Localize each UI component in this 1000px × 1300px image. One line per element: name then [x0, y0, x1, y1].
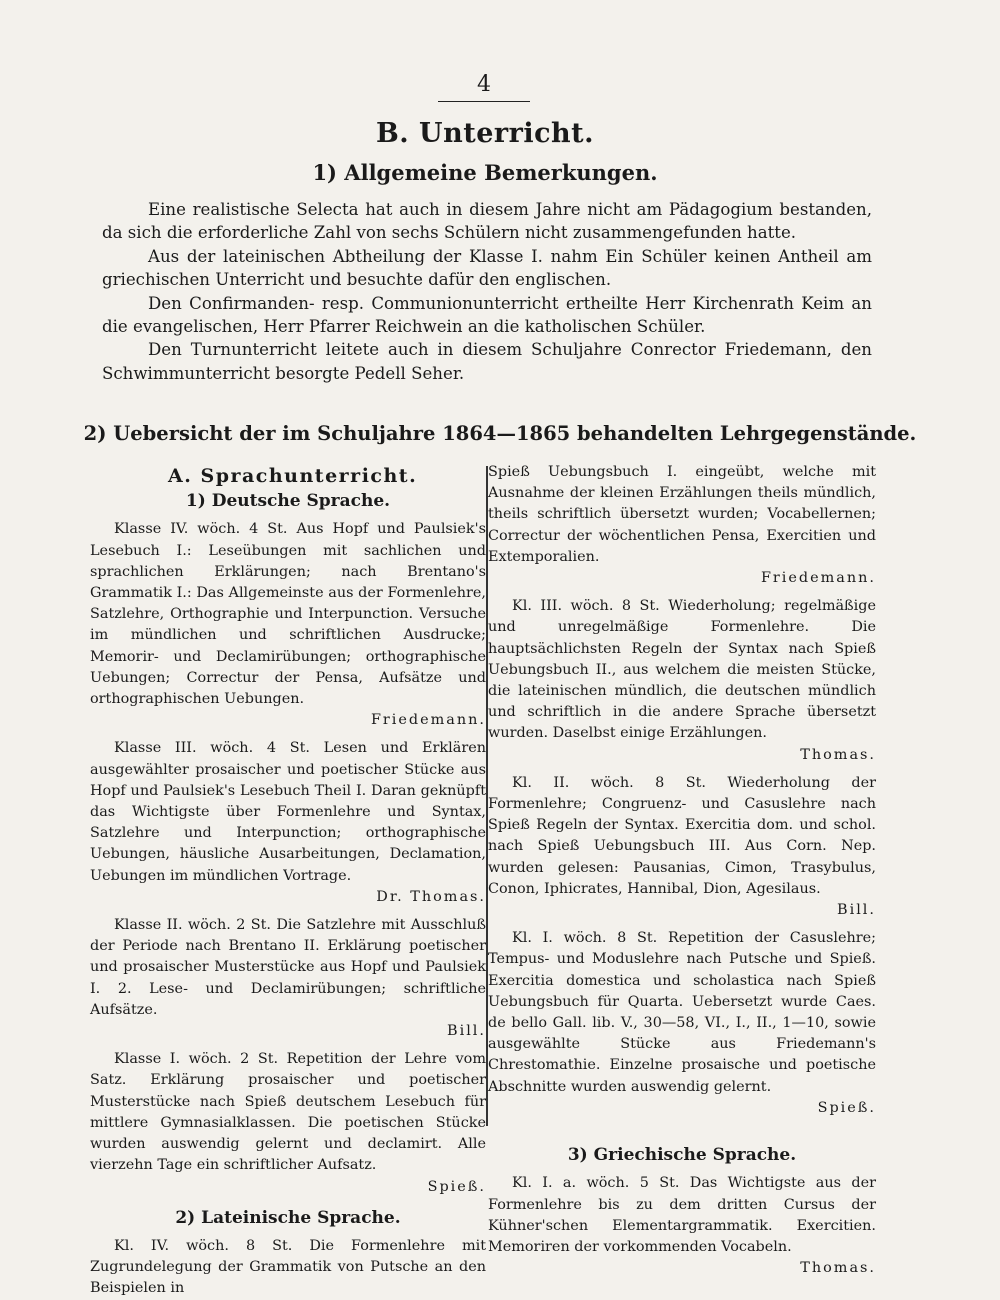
teacher-signature: Thomas.: [800, 1260, 876, 1277]
intro-paragraph: Aus der lateinischen Abtheilung der Klasse I. nahm Ein Schüler keinen Antheil am griechischen Unterricht und besuchte dafür den englischen.: [102, 246, 872, 290]
paragraph-german-class-2: Klasse II. wöch. 2 St. Die Satzlehre mit Ausschluß der Periode nach Brentano II. Erklärung poetischer und prosaischer Musterstücke aus Hopf und Paulsiek I. 2. Lese- und Declamirübungen; schriftliche Aufsätze.: [90, 917, 486, 1018]
right-column: [488, 462, 876, 1279]
paragraph-german-class-4: Klasse IV. wöch. 4 St. Aus Hopf und Paulsiek's Lesebuch I.: Leseübungen mit sachlichen und sprachlichen Erklärungen; nach Brentano's Grammatik I.: Das Allgemeinste aus der Formenlehre, Satzlehre, Orthographie und Interpunction. Versuche im mündlichen und schriftlichen Ausdrucke; Memorir- und Declamirübungen; orthographische Uebungen; Correctur der Pensa, Aufsätze und orthographischen Uebungen.: [90, 521, 486, 708]
paragraph-latin-class-4-continued: Spieß Uebungsbuch I. eingeübt, welche mit Ausnahme der kleinen Erzählungen theils mündlich, theils schriftlich übersetzt wurden; Vocabellernen; Correctur der wöchentlichen Pensa, Exercitien und Extemporalien.: [488, 464, 876, 565]
paragraph-german-class-3: Klasse III. wöch. 4 St. Lesen und Erklären ausgewählter prosaischer und poetischer Stücke aus Hopf und Paulsiek's Lesebuch Theil I. Daran geknüpft das Wichtigste über Formenlehre und Syntax, Satzlehre und Interpunction; orthographische Uebungen, häusliche Ausarbeitungen, Declamation, Uebungen im mündlichen Vortrage.: [90, 740, 486, 884]
teacher-signature: Friedemann.: [370, 712, 486, 729]
paragraph-latin-class-2: Kl. II. wöch. 8 St. Wiederholung der Formenlehre; Congruenz- und Casuslehre nach Spieß Regeln der Syntax. Exercitia dom. und schol. nach Spieß Uebungsbuch III. Aus Corn. Nep. wurden gelesen: Pausanias, Cimon, Trasybulus, Conon, Iphicrates, Hannibal, Dion, Agesilaus.: [488, 774, 876, 897]
teacher-signature: Spieß.: [817, 1099, 876, 1116]
teacher-signature: Spieß.: [427, 1178, 486, 1195]
paragraph-latin-class-4: Kl. IV. wöch. 8 St. Die Formenlehre mit Zugrundelegung der Grammatik von Putsche an den Beispielen in: [90, 1237, 486, 1297]
section-heading-overview: 2) Uebersicht der im Schuljahre 1864—1865 behandelten Lehrgegenstände.: [83, 422, 917, 445]
intro-text: [102, 198, 872, 385]
paragraph-greek-class-1a: Kl. I. a. wöch. 5 St. Das Wichtigste aus der Formenlehre bis zu dem dritten Cursus der Kühner'schen Elementargrammatik. Exercitien. Memoriren der vorkommenden Vocabeln.: [488, 1175, 876, 1255]
intro-paragraph: Eine realistische Selecta hat auch in diesem Jahre nicht am Pädagogium bestanden, da sich die erforderliche Zahl von sechs Schülern nicht zusammengefunden hatte.: [102, 200, 872, 243]
left-column: [90, 462, 486, 1300]
subheading-german: 1) Deutsche Sprache.: [185, 491, 391, 512]
paragraph-latin-class-3: Kl. III. wöch. 8 St. Wiederholung; regelmäßige und unregelmäßige Formenlehre. Die hauptsächlichsten Regeln der Syntax nach Spieß Uebungsbuch II., aus welchem die meisten Stücke, die lateinischen mündlich, die deutschen mündlich und schriftlich in die andere Sprache übersetzt wurden. Daselbst einige Erzählungen.: [488, 598, 876, 742]
intro-paragraph: Den Confirmanden- resp. Communionunterricht ertheilte Herr Kirchenrath Keim an die evangelischen, Herr Pfarrer Reichwein an die katholischen Schüler.: [102, 293, 872, 337]
teacher-signature: Bill.: [447, 1023, 486, 1040]
teacher-signature: Dr. Thomas.: [376, 888, 486, 905]
teacher-signature: Friedemann.: [760, 570, 876, 587]
subheading-latin: 2) Lateinische Sprache.: [175, 1207, 401, 1228]
page-title: B. Unterricht.: [375, 118, 595, 149]
intro-paragraph: Den Turnunterricht leitete auch in diesem Schuljahre Conrector Friedemann, den Schwimmunterricht besorgte Pedell Seher.: [102, 340, 872, 383]
teacher-signature: Thomas.: [800, 746, 876, 763]
paragraph-german-class-1: Klasse I. wöch. 2 St. Repetition der Lehre vom Satz. Erklärung prosaischer und poetischer Musterstücke nach Spieß deutschem Lesebuch für mittlere Gymnasialklassen. Die poetischen Stücke wurden auswendig gelernt und declamirt. Alle vierzehn Tage ein schriftlicher Aufsatz.: [90, 1051, 486, 1174]
page-number: 4: [438, 72, 530, 102]
heading-language-instruction: A. Sprachunterricht.: [168, 465, 418, 487]
paragraph-latin-class-1: Kl. I. wöch. 8 St. Repetition der Casuslehre; Tempus- und Moduslehre nach Putsche und Spieß. Exercitia domestica und scholastica nach Spieß Uebungsbuch für Quarta. Uebersetzt wurde Caes. de bello Gall. lib. V., 30—58, VI., I., II., 1—10, sowie ausgewählte Stücke aus Friedemann's Chrestomathie. Einzelne prosaische und poetische Abschnitte wurden auswendig gelernt.: [488, 930, 876, 1095]
section-heading-general-remarks: 1) Allgemeine Bemerkungen.: [312, 160, 658, 185]
subheading-greek: 3) Griechische Sprache.: [567, 1145, 797, 1166]
teacher-signature: Bill.: [837, 902, 876, 919]
